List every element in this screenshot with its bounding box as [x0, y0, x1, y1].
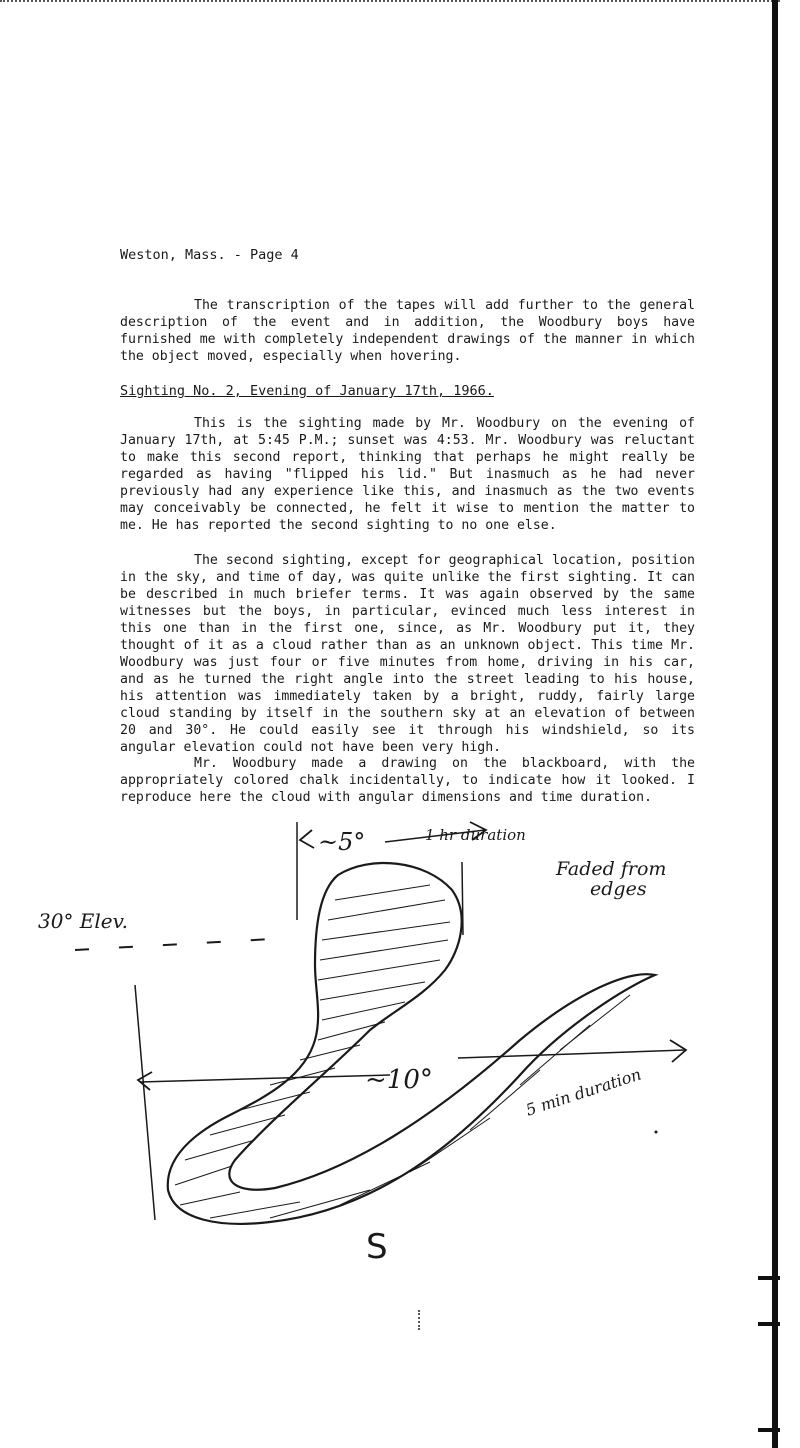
page-edge-mark	[758, 1428, 780, 1432]
top-edge-dots	[0, 0, 780, 6]
cloud-sketch	[0, 800, 780, 1320]
page-edge-mark	[758, 1322, 780, 1326]
width-arrow-line	[140, 1075, 390, 1082]
faded-note-line2: edges	[590, 878, 647, 900]
faded-note-line1: Faded from	[556, 858, 667, 880]
section-heading: Sighting No. 2, Evening of January 17th, 1966.	[120, 383, 494, 399]
width-right-line	[458, 1050, 685, 1058]
bottom-dots	[418, 1310, 422, 1330]
page-header: Weston, Mass. - Page 4	[120, 247, 299, 263]
elevation-dashed-line	[75, 938, 290, 950]
stray-dot	[655, 1131, 658, 1134]
left-width-bracket	[135, 985, 155, 1220]
top-duration-label: 1 hr duration	[425, 826, 526, 844]
top-left-arrow	[300, 830, 314, 848]
bottom-duration-label: 5 min duration	[523, 1064, 644, 1120]
cloud-hatching	[175, 885, 630, 1218]
width-angle-label: ~10°	[365, 1065, 433, 1095]
direction-label: S	[366, 1227, 388, 1267]
paragraph-4: Mr. Woodbury made a drawing on the blackboard, with the appropriately colored chalk incidentally, to indicate how it looked. I reproduce here the cloud with angular dimensions and time duration.	[120, 756, 695, 805]
paragraph-2: This is the sighting made by Mr. Woodbury on the evening of January 17th, at 5:45 P.M.; sunset was 4:53. Mr. Woodbury was reluctant to make this second report, thinking that perhaps he might really be regarded as having "flipped his lid." But inasmuch as he had never previously had any experience like this, and inasmuch as the two events may conceivably be connected, he felt it wise to mention the matter to me. He has reported the second sighting to no one else.	[120, 416, 695, 533]
paragraph-1: The transcription of the tapes will add further to the general description of the event and in addition, the Woodbury boys have furnished me with completely independent drawings of the manner in which the object moved, especially when hovering.	[120, 298, 695, 364]
elevation-label: 30° Elev.	[38, 909, 128, 933]
top-angle-label: ~5°	[318, 828, 366, 856]
cloud-outline	[168, 863, 655, 1224]
paragraph-3: The second sighting, except for geographical location, position in the sky, and time of day, was quite unlike the first sighting. It can be described in much briefer terms. It was again observed by the same witnesses but the boys, in particular, evinced much less interest in this one than in the first one, since, as Mr. Woodbury put it, they thought of it as a cloud rather than as an unknown object. This time Mr. Woodbury was just four or five minutes from home, driving in his car, and as he turned the right angle into the street leading to his house, his attention was immediately taken by a bright, ruddy, fairly large cloud standing by itself in the southern sky at an elevation of between 20 and 30°. He could easily see it through his windshield, so its angular elevation could not have been very high.	[120, 553, 695, 755]
